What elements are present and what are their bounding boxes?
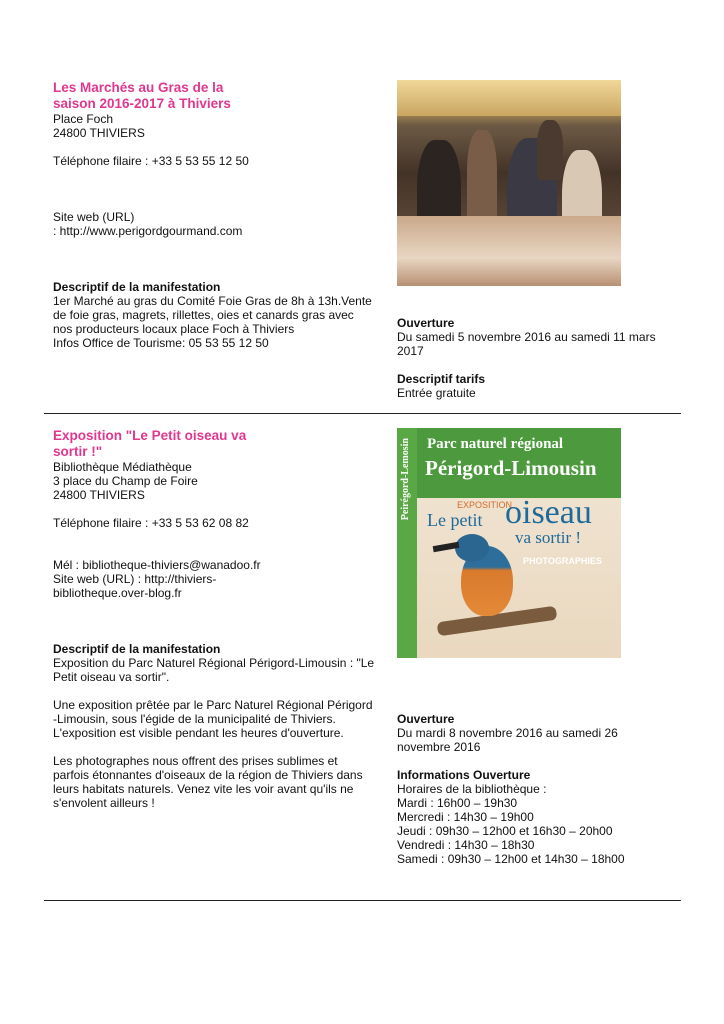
divider xyxy=(44,900,681,901)
poster-exposition: EXPOSITION xyxy=(457,500,513,510)
opening-dates: Du mardi 8 novembre 2016 au samedi 26 xyxy=(397,726,618,740)
website-link[interactable]: Site web (URL) : http://thiviers- xyxy=(53,572,217,586)
address-line: Place Foch xyxy=(53,112,114,126)
description-line: parfois étonnantes d'oiseaux de la région de Thiviers dans xyxy=(53,768,363,782)
description-line: 1er Marché au gras du Comité Foie Gras de 8h à 13h.Vente xyxy=(53,294,372,308)
description-heading: Descriptif de la manifestation xyxy=(53,280,221,294)
description-line: Infos Office de Tourisme: 05 53 55 12 50 xyxy=(53,336,269,350)
event-title-line: Exposition "Le Petit oiseau va xyxy=(53,428,247,443)
hours-line: Horaires de la bibliothèque : xyxy=(397,782,547,796)
address-line: 24800 THIVIERS xyxy=(53,488,145,502)
description-line: s'envolent ailleurs ! xyxy=(53,796,155,810)
phone-text: Téléphone filaire : +33 5 53 55 12 50 xyxy=(53,154,249,168)
tarif-text: Entrée gratuite xyxy=(397,386,476,400)
hours-line: Mercredi : 14h30 – 19h00 xyxy=(397,810,534,824)
opening-heading: Ouverture xyxy=(397,316,455,330)
description-line: Exposition du Parc Naturel Régional Périgord-Limousin : "Le xyxy=(53,656,375,670)
opening-info xyxy=(397,712,677,866)
website-link[interactable]: bibliotheque.over-blog.fr xyxy=(53,586,182,600)
website-link[interactable]: : http://www.perigordgourmand.com xyxy=(53,224,243,238)
description-line: Une exposition prêtée par le Parc Naturel Régional Périgord xyxy=(53,698,373,712)
email-link[interactable]: Mél : bibliotheque-thiviers@wanadoo.fr xyxy=(53,558,261,572)
hours-line: Jeudi : 09h30 – 12h00 et 16h30 – 20h00 xyxy=(397,824,613,838)
opening-info xyxy=(397,316,677,400)
event-title-line: Les Marchés au Gras de la xyxy=(53,80,224,95)
opening-dates: novembre 2016 xyxy=(397,740,481,754)
description-line: nos producteurs locaux place Foch à Thiviers xyxy=(53,322,295,336)
event-details xyxy=(53,80,378,350)
poster-title: oiseau xyxy=(505,494,592,531)
poster-footer xyxy=(397,658,621,680)
poster-header: Périgord-Limousin xyxy=(425,456,597,480)
event-details xyxy=(53,428,378,810)
address-line: 24800 THIVIERS xyxy=(53,126,145,140)
description-line: Les photographes nous offrent des prises sublimes et xyxy=(53,754,338,768)
poster-photographies: PHOTOGRAPHIES xyxy=(523,556,602,566)
poster-side-text: Peirégord-Lemosin xyxy=(400,438,411,521)
address-line: Bibliothèque Médiathèque xyxy=(53,460,192,474)
event-title xyxy=(53,80,378,112)
poster-title: Le petit xyxy=(427,510,483,530)
opening-heading: Ouverture xyxy=(397,712,455,726)
event-entry-marches xyxy=(44,80,681,410)
description-line: de foie gras, magrets, rillettes, oies et canards gras avec xyxy=(53,308,354,322)
poster-header: Parc naturel régional xyxy=(427,436,564,452)
event-title-line: saison 2016-2017 à Thiviers xyxy=(53,96,231,111)
description-line: Petit oiseau va sortir". xyxy=(53,670,170,684)
phone-text: Téléphone filaire : +33 5 53 62 08 82 xyxy=(53,516,249,530)
description-line: leurs habitats naturels. Venez vite les voir avant qu'ils ne xyxy=(53,782,354,796)
opening-dates: Du samedi 5 novembre 2016 au samedi 11 mars xyxy=(397,330,656,344)
poster-title: va sortir ! xyxy=(515,528,582,547)
address-line: 3 place du Champ de Foire xyxy=(53,474,198,488)
event-entry-exposition xyxy=(44,428,681,898)
market-photo xyxy=(397,80,621,286)
website-label: Site web (URL) xyxy=(53,210,135,224)
description-line: -Limousin, sous l'égide de la municipalité de Thiviers. xyxy=(53,712,336,726)
description-line: L'exposition est visible pendant les heures d'ouverture. xyxy=(53,726,344,740)
event-title-line: sortir !" xyxy=(53,444,103,459)
info-heading: Informations Ouverture xyxy=(397,768,531,782)
kingfisher-head xyxy=(455,534,489,562)
hours-line: Mardi : 16h00 – 19h30 xyxy=(397,796,518,810)
hours-line: Vendredi : 14h30 – 18h30 xyxy=(397,838,535,852)
event-title xyxy=(53,428,378,460)
hours-line: Samedi : 09h30 – 12h00 et 14h30 – 18h00 xyxy=(397,852,625,866)
divider xyxy=(44,413,681,414)
tarif-heading: Descriptif tarifs xyxy=(397,372,486,386)
opening-dates: 2017 xyxy=(397,344,424,358)
description-heading: Descriptif de la manifestation xyxy=(53,642,221,656)
exhibition-poster xyxy=(397,428,621,680)
